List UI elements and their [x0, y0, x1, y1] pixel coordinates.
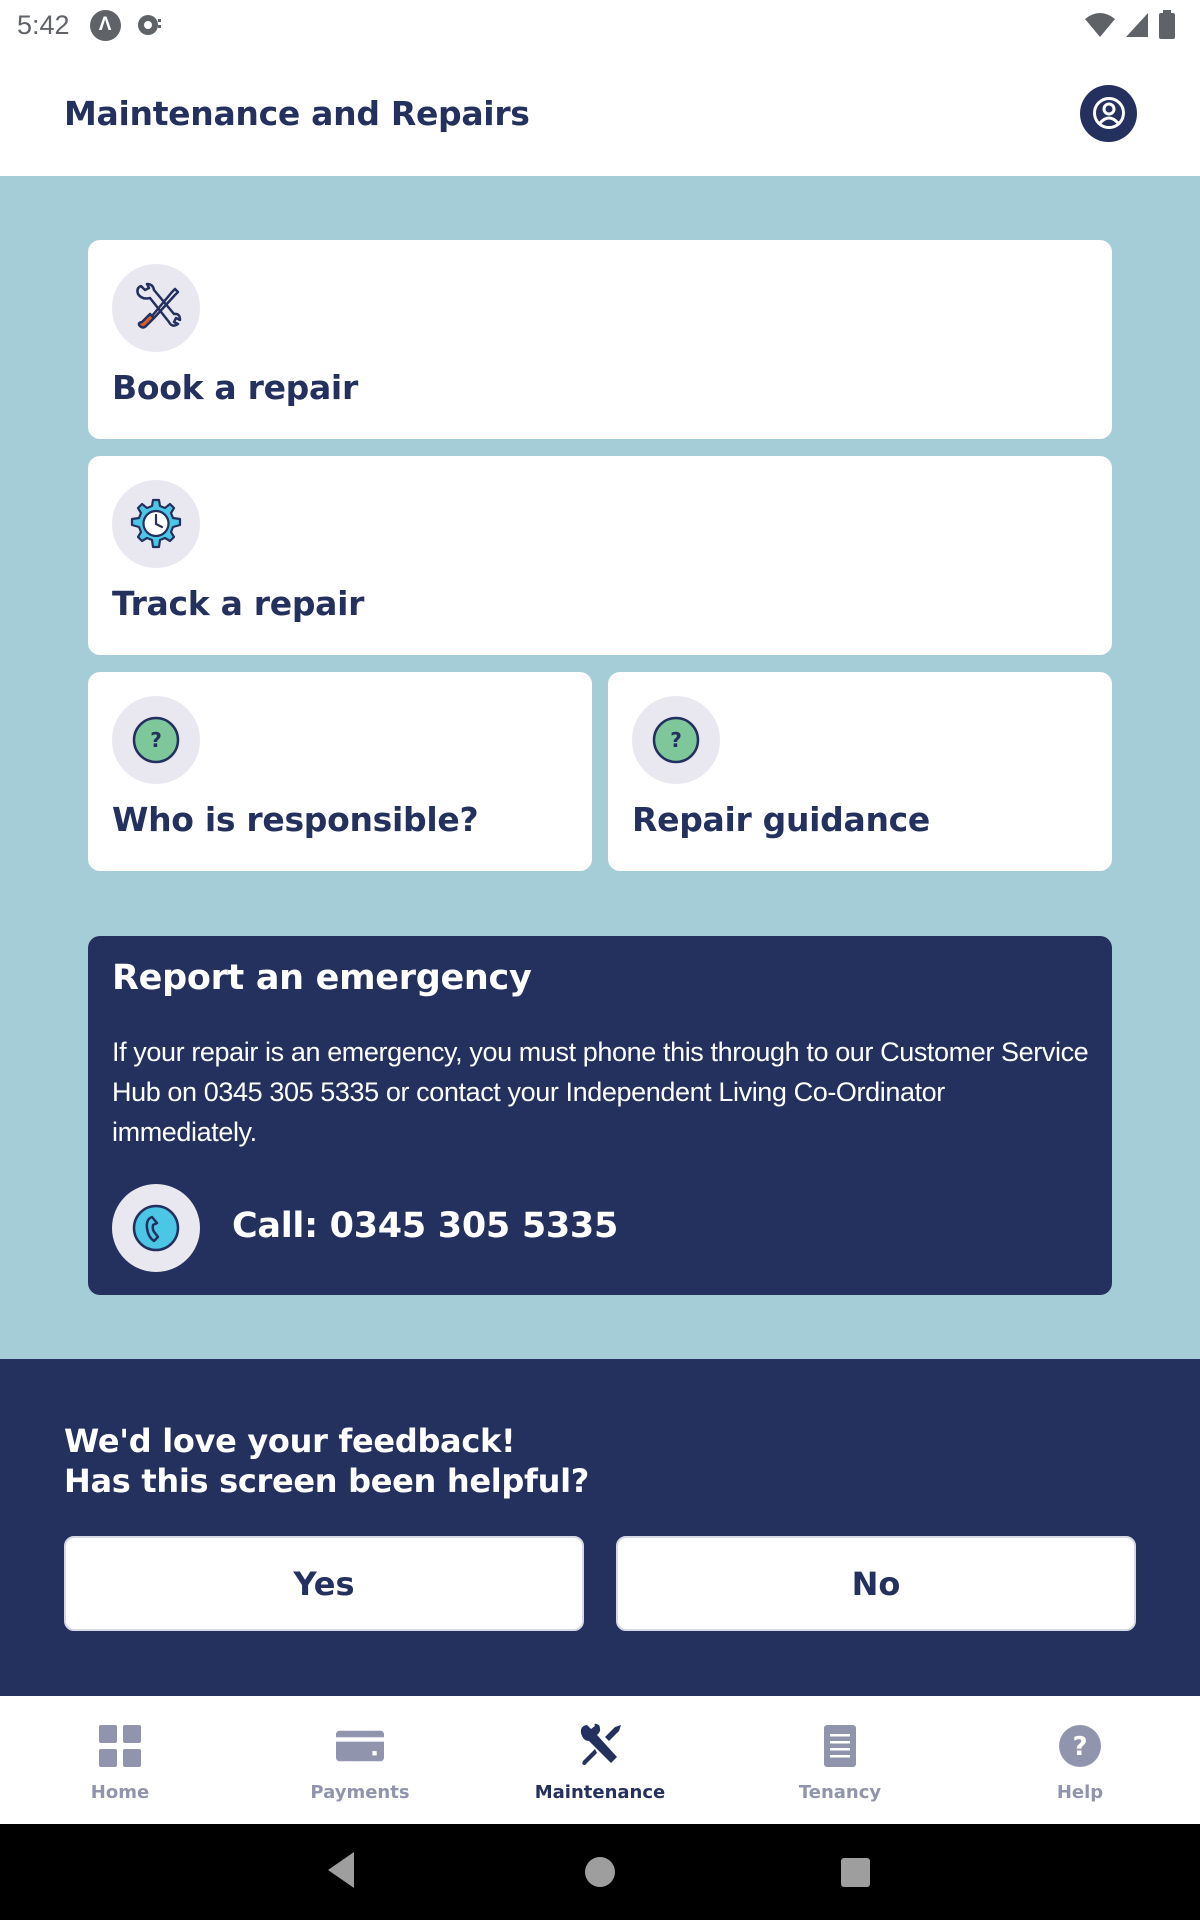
wrench-screwdriver-icon [128, 280, 184, 336]
svg-text:?: ? [670, 728, 682, 752]
question-icon [131, 715, 181, 765]
emergency-title: Report an emergency [112, 958, 532, 998]
cellular-icon [1124, 11, 1150, 39]
nav-item-home[interactable] [0, 1696, 240, 1824]
feedback-yes-button[interactable]: Yes [64, 1536, 584, 1631]
nav-label: Tenancy [798, 1782, 882, 1803]
card-icon-container [112, 696, 200, 784]
who-responsible-card[interactable] [88, 672, 592, 871]
app-header [0, 50, 1200, 176]
feedback-section [0, 1359, 1200, 1696]
card-icon-container [112, 480, 200, 568]
home-grid-icon [99, 1725, 141, 1767]
account-circle-icon [1092, 96, 1126, 130]
wifi-icon [1084, 11, 1116, 39]
emergency-body: If your repair is an emergency, you must phone this through to our Customer Service Hub on 0345 305 5335 or contact your Independent Living Co-Ordinator immediately. [112, 1037, 1089, 1147]
nav-item-help[interactable] [960, 1696, 1200, 1824]
track-repair-label: Track a repair [112, 584, 365, 623]
nav-label: Payments [310, 1782, 410, 1803]
sync-icon [135, 10, 165, 40]
card-icon-container [632, 696, 720, 784]
tools-icon [577, 1723, 623, 1769]
svg-text:?: ? [1072, 1732, 1088, 1762]
book-repair-label: Book a repair [112, 368, 358, 407]
phone-icon [130, 1202, 182, 1254]
nav-item-payments[interactable] [240, 1696, 480, 1824]
app-notification-icon: Λ [90, 10, 121, 41]
status-bar [0, 0, 1200, 50]
status-time: 5:42 [17, 9, 70, 40]
nav-label: Home [90, 1782, 150, 1803]
bottom-nav [0, 1696, 1200, 1824]
page-title: Maintenance and Repairs [64, 93, 530, 133]
feedback-heading: We'd love your feedback! [64, 1422, 516, 1460]
question-icon [651, 715, 701, 765]
main-content [0, 176, 1200, 1359]
repair-guidance-label: Repair guidance [632, 800, 931, 839]
feedback-question: Has this screen been helpful? [64, 1462, 590, 1500]
call-phone-link[interactable]: Call: 0345 305 5335 [232, 1206, 619, 1246]
help-icon [1058, 1724, 1102, 1768]
track-repair-card[interactable] [88, 456, 1112, 655]
system-nav-bar [0, 1824, 1200, 1920]
battery-icon [1158, 10, 1176, 40]
svg-text:?: ? [150, 728, 162, 752]
feedback-no-button[interactable]: No [616, 1536, 1136, 1631]
who-responsible-label: Who is responsible? [112, 800, 479, 839]
nav-item-tenancy[interactable] [720, 1696, 960, 1824]
call-icon-container[interactable] [112, 1184, 200, 1272]
document-icon [824, 1725, 856, 1767]
card-icon-container [112, 264, 200, 352]
profile-button[interactable] [1080, 85, 1137, 142]
book-repair-card[interactable] [88, 240, 1112, 439]
nav-label: Help [1056, 1782, 1104, 1803]
nav-label: Maintenance [534, 1782, 666, 1803]
recent-apps-icon[interactable] [841, 1858, 870, 1887]
gear-clock-icon [128, 496, 184, 552]
emergency-panel [88, 936, 1112, 1295]
repair-guidance-card[interactable] [608, 672, 1112, 871]
back-icon[interactable] [326, 1850, 356, 1890]
home-icon[interactable] [585, 1857, 615, 1887]
card-icon [336, 1725, 384, 1767]
nav-item-maintenance[interactable] [480, 1696, 720, 1824]
